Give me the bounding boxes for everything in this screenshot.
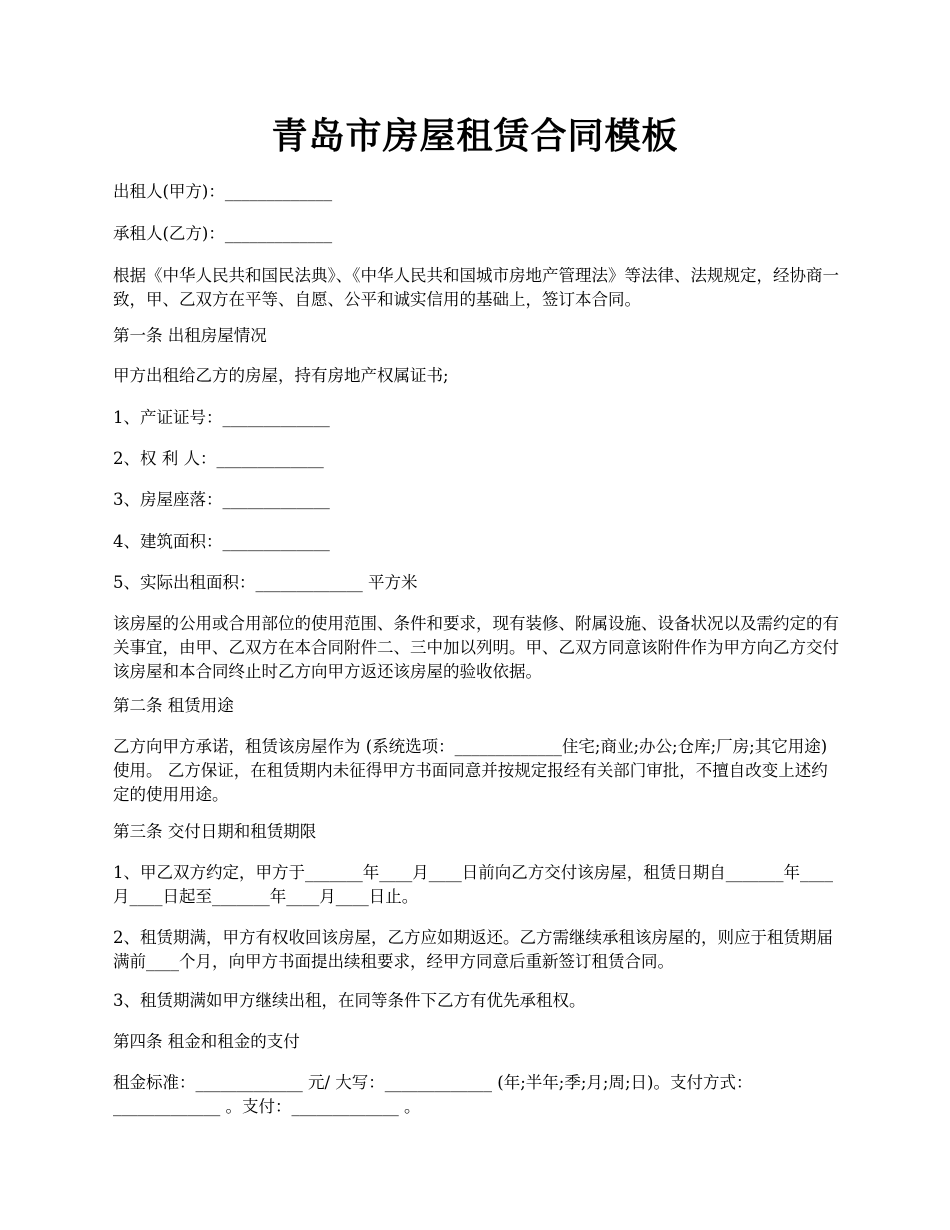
lessee-line: 承租人(乙方)：_____________ [113, 224, 333, 243]
property-rental-area: 5、实际出租面积：_____________ 平方米 [113, 573, 418, 592]
usage-paragraph: 乙方向甲方承诺，租赁该房屋作为 (系统选项：_____________住宅;商业;办公;仓库;厂房;其它用途)使用。 乙方保证，在租赁期内未征得甲方书面同意并按规定报经有关部门审批，不擅自改变上述约定的使用用途。 [113, 737, 828, 804]
property-location: 3、房屋座落：_____________ [113, 490, 330, 509]
lease-expiry-paragraph: 2、租赁期满，甲方有权收回该房屋，乙方应如期返还。乙方需继续承租该房屋的，则应于租赁期届满前____个月，向甲方书面提出续租要求，经甲方同意后重新签订租赁合同。 [113, 928, 833, 971]
document-title: 青岛市房屋租赁合同模板 [271, 115, 679, 157]
delivery-date-paragraph: 1、甲乙双方约定，甲方于_______年____月____日前向乙方交付该房屋，租赁日期自_______年____月____日起至_______年____月____日止。 [113, 863, 833, 906]
preamble-paragraph: 根据《中华人民共和国民法典》、《中华人民共和国城市房地产管理法》等法律、法规规定，经协商一致，甲、乙双方在平等、自愿、公平和诚实信用的基础上，签订本合同。 [113, 266, 839, 309]
property-intro: 甲方出租给乙方的房屋，持有房地产权属证书; [113, 366, 449, 385]
priority-renewal-paragraph: 3、租赁期满如甲方继续出租，在同等条件下乙方有优先承租权。 [113, 991, 586, 1010]
property-building-area: 4、建筑面积：_____________ [113, 532, 330, 551]
rent-payment-paragraph: 租金标准：_____________ 元/ 大写：_____________ (年;半年;季;月;周;日)。支付方式：_____________ 。支付：_____________ 。 [113, 1073, 753, 1116]
property-owner: 2、权 利 人：_____________ [113, 449, 324, 468]
property-cert-number: 1、产证证号：_____________ [113, 408, 330, 427]
article-3-heading: 第三条 交付日期和租赁期限 [113, 822, 317, 841]
article-4-heading: 第四条 租金和租金的支付 [113, 1032, 300, 1051]
article-1-heading: 第一条 出租房屋情况 [113, 326, 267, 345]
article-2-heading: 第二条 租赁用途 [113, 696, 234, 715]
lessor-line: 出租人(甲方)：_____________ [113, 182, 333, 201]
property-facilities-paragraph: 该房屋的公用或合用部位的使用范围、条件和要求，现有装修、附属设施、设备状况以及需约定的有关事宜，由甲、乙双方在本合同附件二、三中加以列明。甲、乙双方同意该附件作为甲方向乙方交付该房屋和本合同终止时乙方向甲方返还该房屋的验收依据。 [113, 614, 839, 681]
